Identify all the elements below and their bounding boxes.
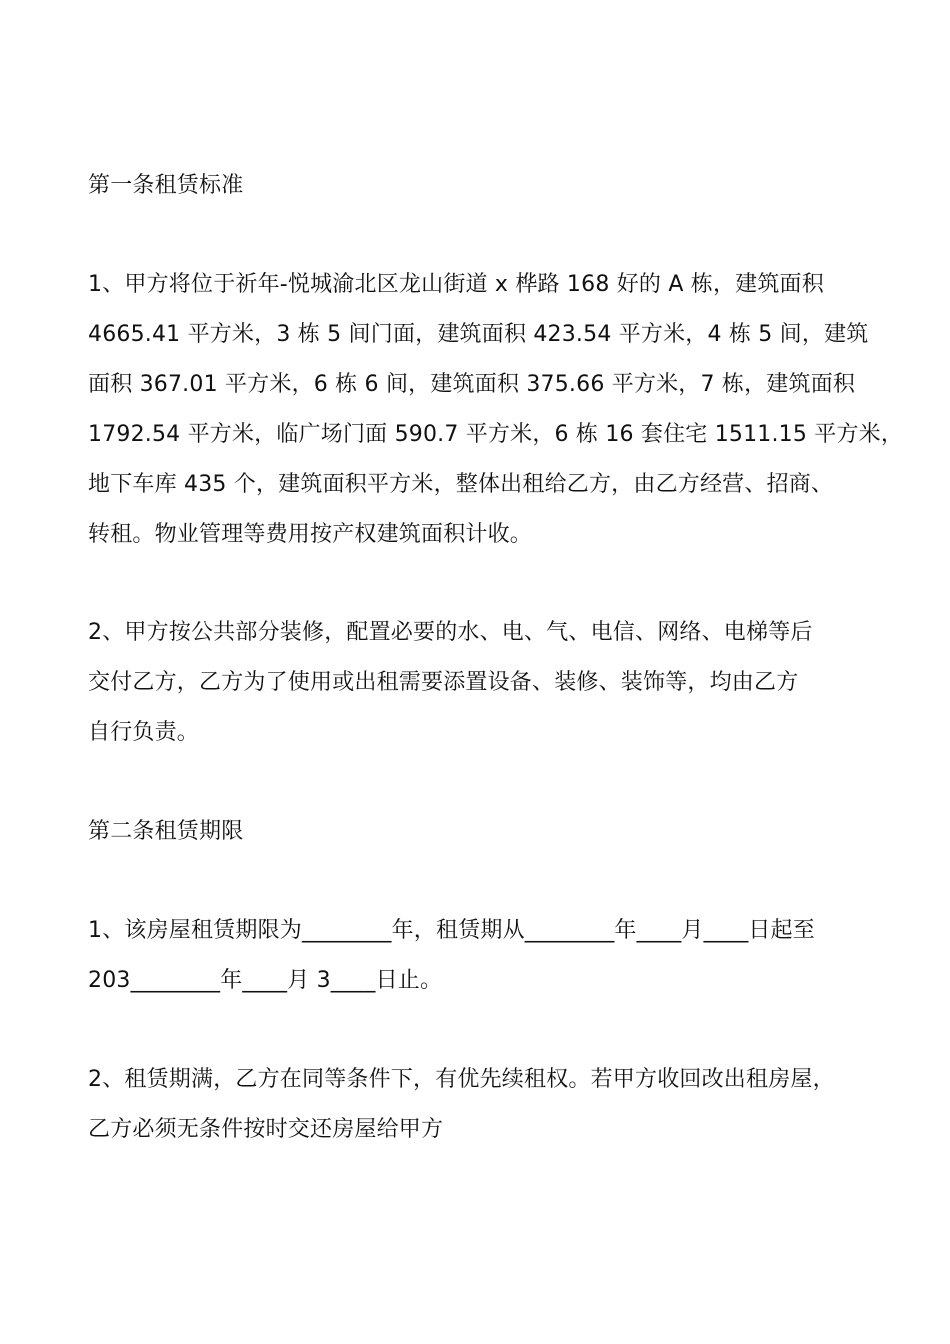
paragraph-line: 203________年____月 3____日止。 [88,968,443,993]
article-2-heading: 第二条租赁期限 [88,819,244,844]
article-2-item-1 [88,906,888,1006]
article-1-heading: 第一条租赁标准 [88,173,244,198]
paragraph-line: 交付乙方，乙方为了使用或出租需要添置设备、装修、装饰等，均由乙方 [88,670,799,695]
article-1-item-1 [88,260,904,560]
paragraph-line: 自行负责。 [88,720,200,745]
paragraph-line: 2、租赁期满，乙方在同等条件下，有优先续租权。若甲方收回改出租房屋， [88,1067,835,1092]
paragraph-line: 地下车库 435 个，建筑面积平方米，整体出租给乙方，由乙方经营、招商、 [88,472,834,497]
paragraph-line: 1、该房屋租赁期限为________年，租赁期从________年____月____日起至 [88,918,815,943]
paragraph-line: 4665.41 平方米，3 栋 5 间门面，建筑面积 423.54 平方米，4 栋 5 间，建筑 [88,322,869,347]
paragraph-line: 面积 367.01 平方米，6 栋 6 间，建筑面积 375.66 平方米，7 栋，建筑面积 [88,372,856,397]
paragraph-line: 2、甲方按公共部分装修，配置必要的水、电、气、电信、网络、电梯等后 [88,620,813,645]
article-2-item-2 [88,1055,888,1155]
paragraph-line: 乙方必须无条件按时交还房屋给甲方 [88,1117,444,1142]
article-1-item-2 [88,608,888,758]
paragraph-line: 转租。物业管理等费用按产权建筑面积计收。 [88,522,533,547]
paragraph-line: 1792.54 平方米，临广场门面 590.7 平方米，6 栋 16 套住宅 1511.15 平方米， [88,422,904,447]
paragraph-line: 1、甲方将位于祈年-悦城渝北区龙山街道 x 桦路 168 好的 A 栋，建筑面积 [88,272,824,297]
